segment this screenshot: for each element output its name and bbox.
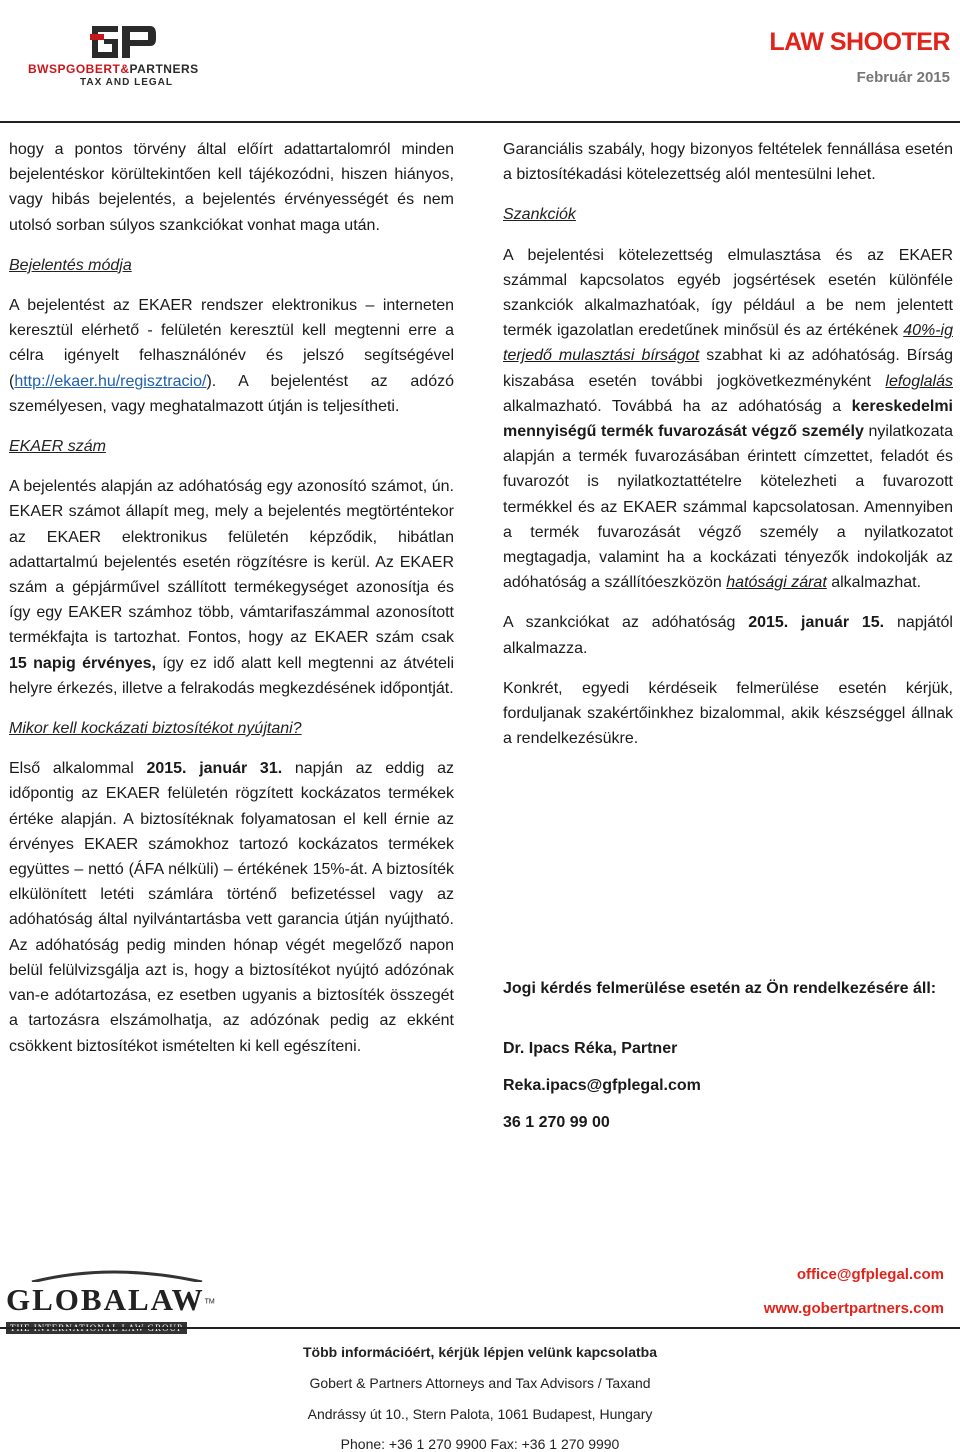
globalaw-trademark: TM — [204, 1298, 215, 1306]
section-heading-ekaer-szam: EKAER szám — [9, 438, 106, 456]
contact-email[interactable]: Reka.ipacs@gfplegal.com — [503, 1077, 701, 1094]
footer-company-name: Gobert & Partners Attorneys and Tax Advisors / Taxand — [309, 1375, 651, 1391]
gp-logo-icon — [88, 22, 158, 60]
section-heading-bejelentes-modja: Bejelentés módja — [9, 256, 132, 274]
bejelentes-modja-paragraph: A bejelentést az EKAER rendszer elektronikus – interneten keresztül elérhető - felületén keresztül kell megtenni erre a célra igényelt felhasználónév és jelszó segítségével (http://ekaer.hu/regisztracio/). A bejelentést az adózó személyesen, vagy meghatalmazott útján is teljesítheti. — [9, 297, 454, 415]
contact-name: Dr. Ipacs Réka, Partner — [503, 1040, 678, 1057]
newsletter-brand — [769, 28, 950, 86]
logo-subtitle: TAX AND LEGAL — [80, 77, 173, 88]
szankciok-paragraph: A bejelentési kötelezettség elmulasztása és az EKAER számmal kapcsolatos egyéb jogsértések esetén különféle szankciók alkalmazhatóak, így például a be nem jelentett termék igazolatlan eredetűnek minősül és az értékének 40%-ig terjedő mulasztási bírságot szabhat ki az adóhatóság. Bírság kiszabása esetén további jogkövetkezményként lefoglalás alkalmazható. Továbbá ha az adóhatóság a kereskedelmi mennyiségű termék fuvarozását végző személy nyilatkozata alapján a termék fuvarozásában érintett címzettet, feladót és fuvarozót is nyilatkoztattételre kötelezheti a fuvarozott termékkel és az EKAER számmal kapcsolatosan. Amennyiben a termék fuvarozását végző személy a nyilatkozatot megtagadja, valamint ha a kockázati tényezők indokolják az adóhatóság a szállítóeszközön hatósági zárat alkalmazhat. — [503, 246, 953, 592]
newsletter-title: LAW SHOOTER — [769, 28, 950, 56]
footer-address: Andrássy út 10., Stern Palota, 1061 Budapest, Hungary — [307, 1406, 653, 1422]
szankciok-date-paragraph: A szankciókat az adóhatóság 2015. január 15. napjától alkalmazza. — [503, 614, 953, 657]
intro-paragraph: hogy a pontos törvény által előírt adattartalomról minden bejelentéskor körültekintően kell tájékozódni, hiszen hiányos, vagy hibás bejelentés, a bejelentés érvényességét és nem utolsó sorban súlyos szankciókat vonhat maga után. — [9, 141, 454, 234]
globalaw-logo — [6, 1268, 216, 1336]
globalaw-wordmark: GLOBALAW — [6, 1282, 205, 1317]
ekaer-szam-paragraph: A bejelentés alapján az adóhatóság egy azonosító számot, ún. EKAER számot állapít meg, mely a bejelentés megtörténtekor az EKAER elektronikus felületén képződik, hibátlan adattartalmú bejelentés esetén rögzítésre is kerül. Az EKAER szám a gépjárművel szállított termékegységet azonosítja és így egy EAKER számhoz több, vámtarifaszámmal azonosított termékfajta is tartozhat. Fontos, hogy az EKAER szám csak 15 napig érvényes, így ez idő alatt kell megtenni az átvételi helyre érkezés, illetve a felrakodás megkezdésének időpontját. — [9, 478, 454, 697]
left-column — [9, 137, 454, 1059]
closing-paragraph: Konkrét, egyedi kérdéseik felmerülése esetén kérjük, forduljanak szakértőinkhez bizalommal, akik készséggel állnak a rendelkezésükre. — [503, 679, 953, 748]
right-column — [503, 137, 953, 751]
ekaer-registration-link[interactable]: http://ekaer.hu/regisztracio/ — [14, 372, 207, 390]
footer-website-link[interactable]: www.gobertpartners.com — [763, 1300, 944, 1317]
footer-contact-heading: Több információért, kérjük lépjen velünk kapcsolatba — [303, 1344, 657, 1360]
newsletter-date: Február 2015 — [856, 69, 950, 86]
page-header — [0, 0, 960, 110]
footer-email-link[interactable]: office@gfplegal.com — [796, 1266, 944, 1283]
header-divider — [0, 121, 960, 123]
footer-divider — [0, 1327, 960, 1329]
kockazati-biztositek-paragraph: Első alkalommal 2015. január 31. napján az eddig az időpontig az EKAER felületén rögzített kockázatos termékek értéke alapján. A biztosítéknak folyamatosan el kell érnie az érvényes EKAER számokhoz tartozó kockázatos termékek együttes – nettó (ÁFA nélküli) – értékének 15%-át. A biztosíték elkülönített letéti számlára történő befizetéssel vagy az adóhatóság által nyilvántartásba vett garancia útján nyújtható. Az adóhatóság pedig minden hónap végét megelőző napon belül felülvizsgálja azt is, hogy a biztosítékot nyújtó adózónak van-e adótartozása, ez esetben ugyanis a biztosíték összegét a tartozásra elszámolhatja, az adózónak pedig az ekként csökkent biztosítékot ismételten ki kell egészíteni. — [9, 760, 454, 1055]
section-heading-kockazati-biztositek: Mikor kell kockázati biztosítékot nyújtani? — [9, 720, 302, 738]
garancialis-paragraph: Garanciális szabály, hogy bizonyos feltételek fennállása esetén a biztosítékadási kötelezettség alól mentesülni lehet. — [503, 141, 953, 184]
section-heading-szankciok: Szankciók — [503, 206, 576, 224]
contact-intro: Jogi kérdés felmerülése esetén az Ön rendelkezésére áll: — [503, 980, 937, 997]
globe-arc-icon — [12, 1268, 212, 1282]
contact-phone: 36 1 270 99 00 — [503, 1114, 610, 1131]
footer-phone-fax: Phone: +36 1 270 9900 Fax: +36 1 270 9990 — [340, 1436, 620, 1452]
logo-wordmark: BWSPGOBERT&PARTNERS — [28, 62, 199, 76]
bwsp-gobert-partners-logo — [28, 22, 218, 88]
